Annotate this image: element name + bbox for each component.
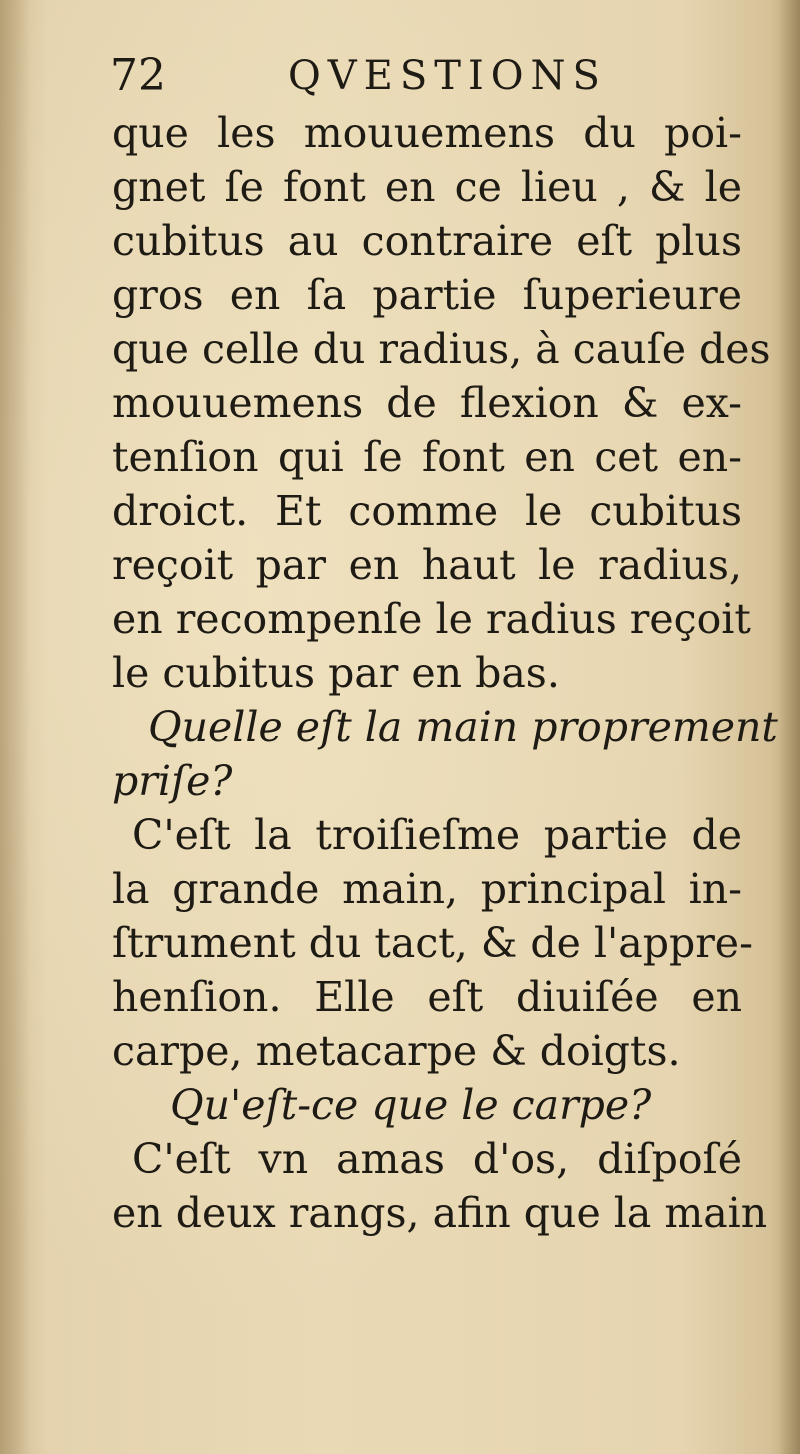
page-number: 72 bbox=[110, 50, 166, 101]
text-line: en recompenſe le radius reçoit bbox=[112, 595, 751, 643]
question-line: priſe? bbox=[112, 757, 233, 805]
text-line: gnet ſe font en ce lieu , & le bbox=[112, 163, 742, 211]
text-line: tenſion qui ſe font en cet en- bbox=[112, 433, 742, 481]
text-line: en deux rangs, afin que la main bbox=[112, 1189, 768, 1237]
text-line: que les mouuemens du poi- bbox=[112, 109, 742, 157]
text-line: que celle du radius, à cauſe des bbox=[112, 325, 771, 373]
text-line: droict. Et comme le cubitus bbox=[112, 487, 742, 535]
text-line: C'eſt vn amas d'os, diſpoſé bbox=[132, 1135, 742, 1183]
text-line: carpe, metacarpe & doigts. bbox=[112, 1027, 681, 1075]
page-header bbox=[110, 46, 630, 106]
body-text bbox=[112, 106, 778, 1240]
text-line: mouuemens de flexion & ex- bbox=[112, 379, 742, 427]
question-line: Quelle eſt la main proprement bbox=[148, 703, 778, 751]
question-line: Qu'eſt-ce que le carpe? bbox=[170, 1081, 652, 1129]
text-line: gros en ſa partie ſuperieure bbox=[112, 271, 742, 319]
text-line: ſtrument du tact, & de l'appre- bbox=[112, 919, 753, 967]
text-line: le cubitus par en bas. bbox=[112, 649, 560, 697]
text-line: C'eſt la troiſieſme partie de bbox=[132, 811, 742, 859]
text-line: reçoit par en haut le radius, bbox=[112, 541, 742, 589]
text-line: henſion. Elle eſt diuiſée en bbox=[112, 973, 742, 1021]
text-line: cubitus au contraire eſt plus bbox=[112, 217, 742, 265]
text-line: la grande main, principal in- bbox=[112, 865, 742, 913]
running-head: QVESTIONS bbox=[288, 53, 607, 99]
